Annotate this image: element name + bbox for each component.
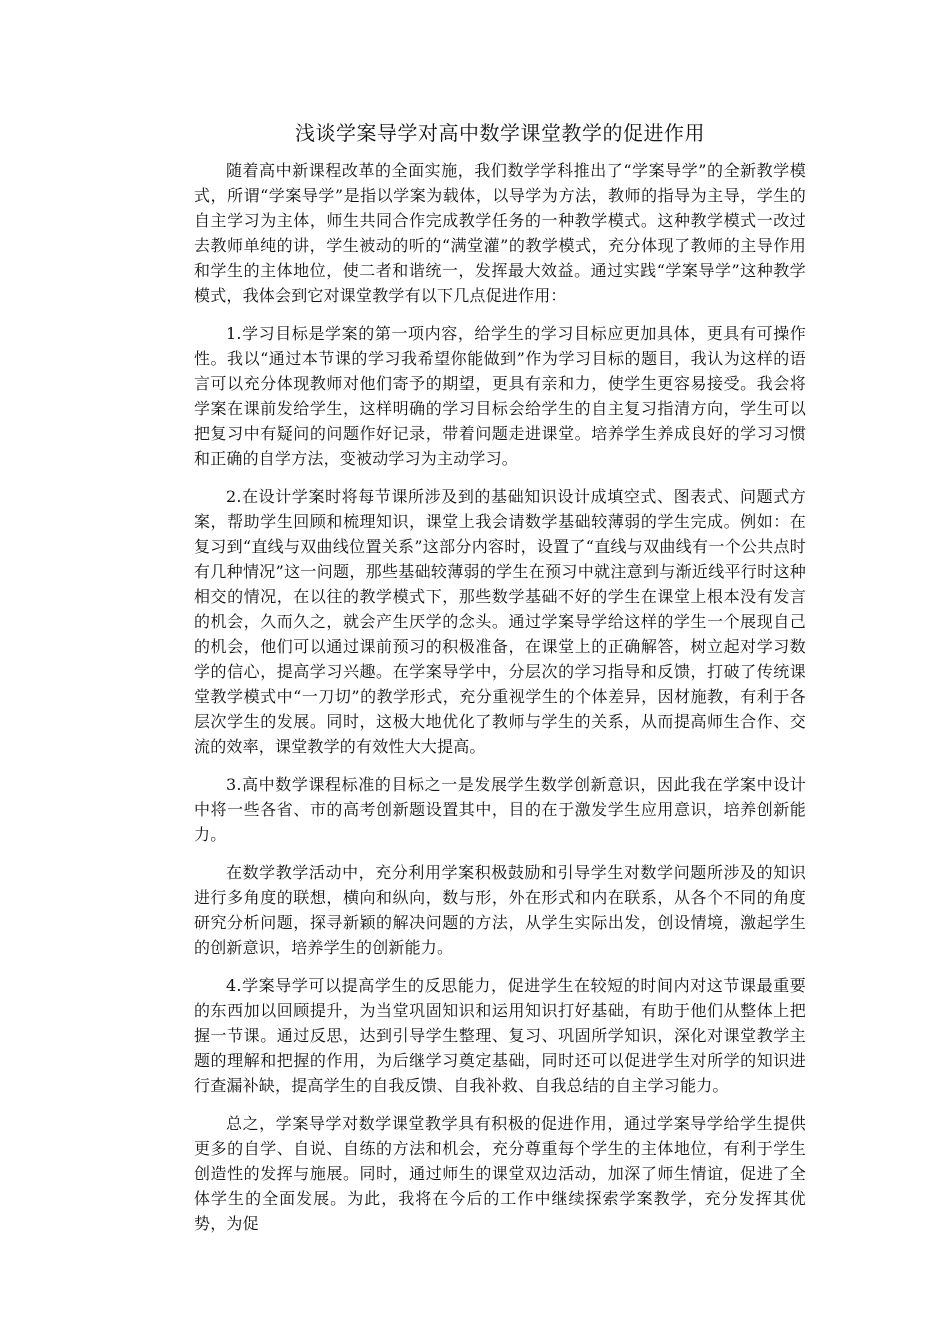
document-title: 浅谈学案导学对高中数学课堂教学的促进作用: [295, 121, 705, 145]
paragraph-intro: 随着高中新课程改革的全面实施，我们数学学科推出了“学案导学”的全新教学模式，所谓“学案导学”是指以学案为载体，以导学为方法，教师的指导为主导，学生的自主学习为主体，师生共同合作完成教学任务的一种教学模式。这种教学模式一改过去教师单纯的讲，学生被动的听的“满堂灌”的教学模式，充分体现了教师的主导作用和学生的主体地位，使二者和谐统一，发挥最大效益。通过实践“学案导学”这种教学模式，我体会到它对课堂教学有以下几点促进作用：: [194, 161, 806, 305]
paragraph-point-1: 1.学习目标是学案的第一项内容，给学生的学习目标应更加具体，更具有可操作性。我以“通过本节课的学习我希望你能做到”作为学习目标的题目，我认为这样的语言可以充分体现教师对他们寄予的期望，更具有亲和力，使学生更容易接受。我会将学案在课前发给学生，这样明确的学习目标会给学生的自主复习指清方向，学生可以把复习中有疑问的问题作好记录，带着问题走进课堂。培养学生养成良好的学习习惯和正确的自学方法，变被动学习为主动学习。: [194, 324, 806, 468]
paragraph-point-3: 3.高中数学课程标准的目标之一是发展学生数学创新意识，因此我在学案中设计中将一些各省、市的高考创新题设置其中，目的在于激发学生应用意识，培养创新能力。: [194, 775, 806, 844]
paragraph-point-4: 4.学案导学可以提高学生的反思能力，促进学生在较短的时间内对这节课最重要的东西加以回顾提升，为当堂巩固知识和运用知识打好基础，有助于他们从整体上把握一节课。通过反思，达到引导学生整理、复习、巩固所学知识，深化对课堂教学主题的理解和把握的作用，为后继学习奠定基础，同时还可以促进学生对所学的知识进行查漏补缺，提高学生的自我反馈、自我补救、自我总结的自主学习能力。: [194, 976, 806, 1095]
paragraph-innovation: 在数学教学活动中，充分利用学案积极鼓励和引导学生对数学问题所涉及的知识进行多角度的联想，横向和纵向，数与形，外在形式和内在联系，从各个不同的角度研究分析问题，探寻新颖的解决问题的方法，从学生实际出发，创设情境，激起学生的创新意识，培养学生的创新能力。: [194, 863, 806, 957]
paragraph-conclusion: 总之，学案导学对数学课堂教学具有积极的促进作用，通过学案导学给学生提供更多的自学、自说、自练的方法和机会，充分尊重每个学生的主体地位，有利于学生创造性的发挥与施展。同时，通过师生的课堂双边活动，加深了师生情谊，促进了全体学生的全面发展。为此，我将在今后的工作中继续探索学案教学，充分发挥其优势，为促: [194, 1114, 806, 1233]
paragraph-point-2: 2.在设计学案时将每节课所涉及到的基础知识设计成填空式、图表式、问题式方案，帮助学生回顾和梳理知识，课堂上我会请数学基础较薄弱的学生完成。例如：在复习到“直线与双曲线位置关系”这部分内容时，设置了“直线与双曲线有一个公共点时有几种情况”这一问题，那些基础较薄弱的学生在预习中就注意到与渐近线平行时这种相交的情况，在以往的教学模式下，那些数学基础不好的学生在课堂上根本没有发言的机会，久而久之，就会产生厌学的念头。通过学案导学给这样的学生一个展现自己的机会，他们可以通过课前预习的积极准备，在课堂上的正确解答，树立起对学习数学的信心，提高学习兴趣。在学案导学中，分层次的学习指导和反馈，打破了传统课堂教学模式中“一刀切”的教学形式，充分重视学生的个体差异，因材施教，有利于各层次学生的发展。同时，这极大地优化了教师与学生的关系，从而提高师生合作、交流的效率，课堂教学的有效性大大提高。: [194, 487, 806, 756]
